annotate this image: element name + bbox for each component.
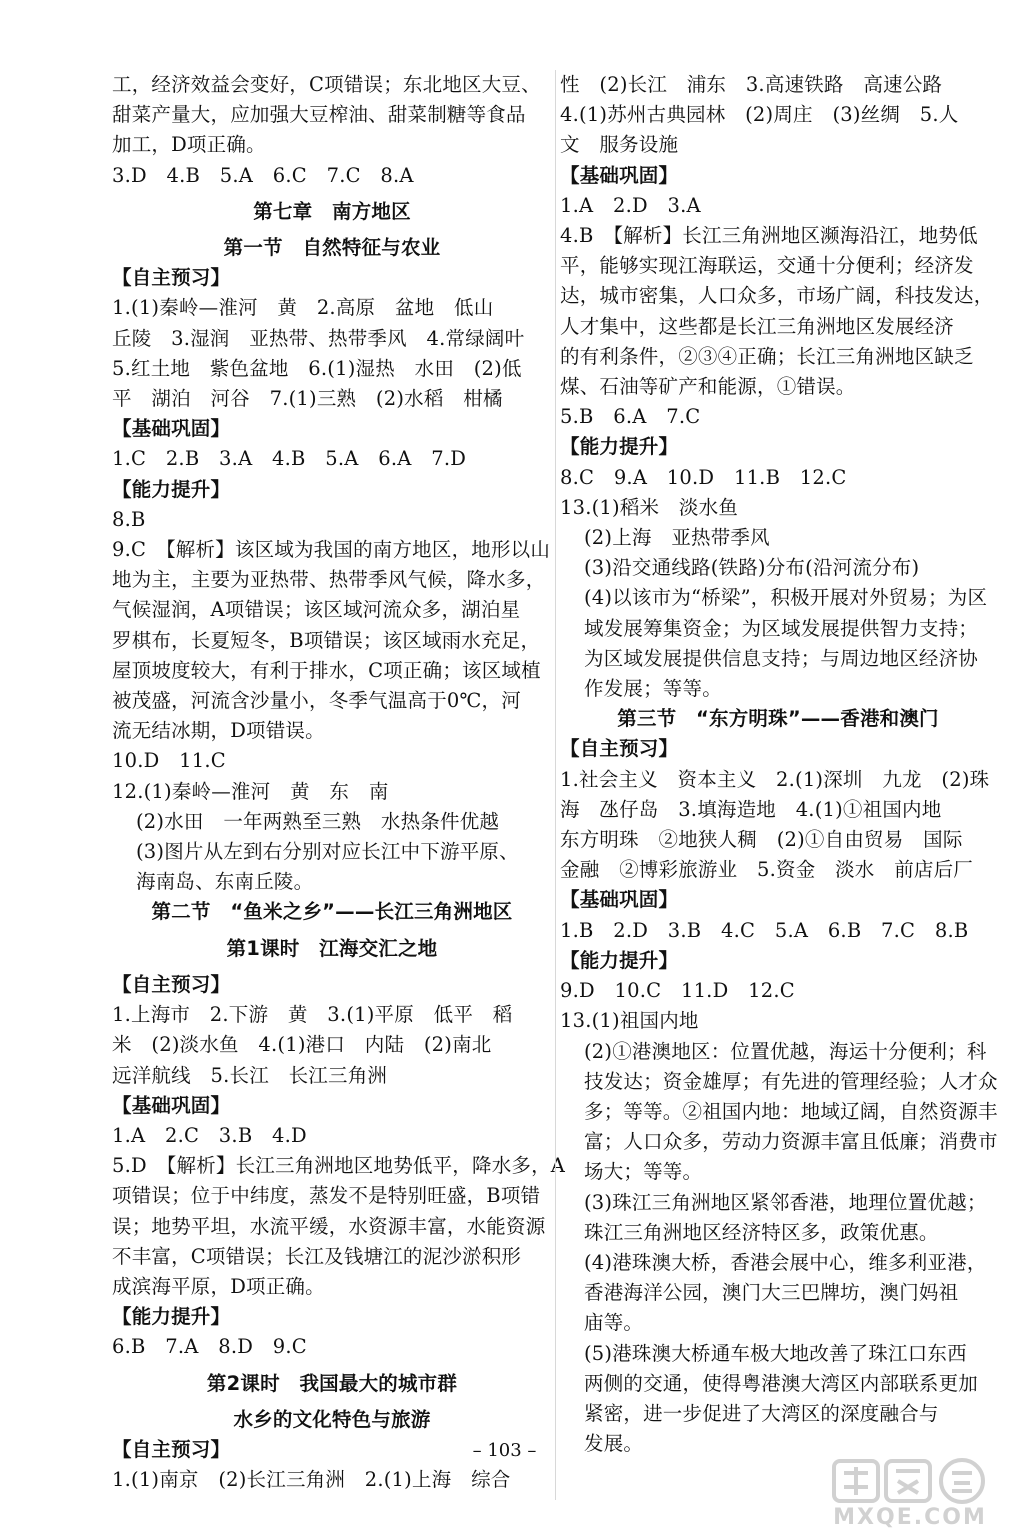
answer-line: 12.(1)秦岭—淮河 黄 东 南 [112,779,389,803]
answer-line: 屋顶坡度较大，有利于排水，C项正确；该区域植 [112,658,541,682]
section-title: 第一节 自然特征与农业 [223,236,441,260]
answer-stamp-icon [826,1455,994,1505]
column-divider [555,70,556,1500]
answer-line: 成滨海平原，D项正确。 [112,1274,325,1298]
answer-line: 东方明珠 ②地狭人稠 (2)①自由贸易 国际 [560,828,963,852]
left-column [112,70,566,1495]
answer-line: 海 氹仔岛 3.填海造地 4.(1)①祖国内地 [560,797,942,821]
answer-line: 甜菜产量大，应加强大豆榨油、甜菜制糖等食品 [112,103,526,127]
answer-line: 工，经济效益会变好，C项错误；东北地区大豆、 [112,73,541,96]
answer-line: 1.(1)南京 (2)长江三角洲 2.(1)上海 综合 [112,1468,511,1492]
answer-line: 丘陵 3.湿润 亚热带、热带季风 4.常绿阔叶 [112,326,525,350]
answer-line: (3)沿交通线路(铁路)分布(沿河流分布) [584,556,920,580]
section-heading: 【能力提升】 [560,948,679,972]
answer-line: 8.B [112,507,146,531]
answer-line: 两侧的交通，使得粤港澳大湾区内部联系更加 [584,1371,979,1395]
answer-line: 10.D 11.C [112,749,226,773]
answer-line: 的有利条件，②③④正确；长江三角洲地区缺乏 [560,344,974,368]
answer-line: 庙等。 [584,1311,644,1335]
answer-line: 发展。 [584,1432,644,1456]
answer-line: 气候湿润，A项错误；该区域河流众多，湖泊星 [112,598,521,622]
answer-line: 金融 ②博彩旅游业 5.资金 淡水 前店后厂 [560,858,974,882]
answer-line: 6.B 7.A 8.D 9.C [112,1335,307,1359]
section-heading: 【基础巩固】 [112,417,231,441]
answer-line: 1.(1)秦岭—淮河 黄 2.高原 盆地 低山 [112,296,494,320]
section-title: 水乡的文化特色与旅游 [233,1407,431,1431]
watermark-logo [826,1455,994,1533]
answer-line: (4)港珠澳大桥，香港会展中心，维多利亚港， [584,1250,987,1274]
answer-line: 紧密，进一步促进了大湾区的深度融合与 [584,1401,939,1425]
answer-line: 4.(1)苏州古典园林 (2)周庄 (3)丝绸 5.人 [560,103,959,127]
answer-line: 场大；等等。 [584,1160,703,1184]
answer-line: 加工，D项正确。 [112,133,266,157]
answer-line: 罗棋布，长夏短冬，B项错误；该区域雨水充足， [112,628,541,652]
section-title: 第二节 “鱼米之乡”——长江三角洲地区 [151,900,513,924]
section-title: 第三节 “东方明珠”——香港和澳门 [617,707,939,731]
answer-line: 1.A 2.C 3.B 4.D [112,1123,307,1147]
answer-line: (2)上海 亚热带季风 [584,526,770,550]
answer-line: 性 (2)长江 浦东 3.高速铁路 高速公路 [560,73,943,96]
answer-line: 5.D 【解析】长江三角洲地区地势低平，降水多，A [112,1154,566,1178]
section-title: 第2课时 我国最大的城市群 [206,1371,458,1395]
answer-line: 项错误；位于中纬度，蒸发不是特别旺盛，B项错 [112,1184,541,1208]
answer-line: 1.上海市 2.下游 黄 3.(1)平原 低平 稻 [112,1003,513,1027]
answer-line: 香港海洋公园，澳门大三巴牌坊，澳门妈祖 [584,1281,959,1305]
answer-line: 流无结冰期，D项错误。 [112,719,325,743]
answer-line: 平，能够实现江海联运，交通十分便利；经济发 [560,254,974,278]
answer-line: 3.D 4.B 5.A 6.C 7.C 8.A [112,163,414,187]
answer-line: 米 (2)淡水鱼 4.(1)港口 内陆 (2)南北 [112,1033,492,1057]
page-number: – 103 – [472,1440,537,1461]
answer-line: 地为主，主要为亚热带、热带季风气候，降水多， [112,568,546,592]
answer-line: (5)港珠澳大桥通车极大地改善了珠江口东西 [584,1341,967,1365]
answer-line: 珠江三角洲地区经济特区多，政策优惠。 [584,1220,939,1244]
answer-line: 5.B 6.A 7.C [560,405,701,429]
section-heading: 【自主预习】 [112,972,231,996]
answer-line: 1.A 2.D 3.A [560,193,701,217]
section-heading: 【基础巩固】 [112,1093,231,1117]
answer-line: 富；人口众多，劳动力资源丰富且低廉；消费市 [584,1130,998,1154]
section-heading: 【自主预习】 [560,737,679,761]
section-heading: 【自主预习】 [112,266,231,290]
section-heading: 【基础巩固】 [560,888,679,912]
answer-line: 9.D 10.C 11.D 12.C [560,979,795,1003]
section-heading: 【自主预习】 [112,1437,231,1461]
section-heading: 【能力提升】 [112,1305,231,1329]
answer-line: 9.C 【解析】该区域为我国的南方地区，地形以山 [112,538,551,562]
answer-line: 5.红土地 紫色盆地 6.(1)湿热 水田 (2)低 [112,356,522,380]
section-heading: 【能力提升】 [560,435,679,459]
section-title: 第七章 南方地区 [253,199,411,223]
answer-line: 作发展；等等。 [584,677,722,701]
answer-line: 不丰富，C项错误；长江及钱塘江的泥沙淤积形 [112,1244,522,1268]
answer-line: (3)珠江三角洲地区紧邻香港，地理位置优越； [584,1190,987,1214]
answer-line: (2)①港澳地区：位置优越，海运十分便利；科 [584,1039,987,1063]
answer-line: (4)以该市为“桥梁”，积极开展对外贸易；为区 [584,586,988,610]
right-column [560,70,996,1459]
watermark-text: MXQE.COM [833,1505,987,1530]
answer-line: 文 服务设施 [560,133,679,157]
section-title: 第1课时 江海交汇之地 [226,936,438,960]
answer-line: 人才集中，这些都是长江三角洲地区发展经济 [560,314,955,338]
answer-line: (2)水田 一年两熟至三熟 水热条件优越 [136,809,500,833]
answer-line: 被茂盛，河流含沙量小，冬季气温高于0℃，河 [112,689,521,713]
answer-line: 1.社会主义 资本主义 2.(1)深圳 九龙 (2)珠 [560,767,990,791]
answer-line: 技发达；资金雄厚；有先进的管理经验；人才众 [584,1069,998,1093]
answer-line: (3)图片从左到右分别对应长江中下游平原、 [136,840,519,864]
answer-line: 1.B 2.D 3.B 4.C 5.A 6.B 7.C 8.B [560,918,969,942]
answer-line: 8.C 9.A 10.D 11.B 12.C [560,465,847,489]
answer-line: 远洋航线 5.长江 长江三角洲 [112,1063,388,1087]
answer-line: 平 湖泊 河谷 7.(1)三熟 (2)水稻 柑橘 [112,387,503,411]
answer-line: 煤、石油等矿产和能源，①错误。 [560,375,856,399]
answer-line: 海南岛、东南丘陵。 [136,870,314,894]
section-heading: 【基础巩固】 [560,163,679,187]
answer-line: 误；地势平坦，水流平缓，水资源丰富，水能资源 [112,1214,546,1238]
answer-line: 4.B 【解析】长江三角洲地区濒海沿江，地势低 [560,224,978,248]
answer-line: 1.C 2.B 3.A 4.B 5.A 6.A 7.D [112,447,467,471]
answer-line: 13.(1)祖国内地 [560,1009,699,1033]
answer-line: 多；等等。②祖国内地：地域辽阔，自然资源丰 [584,1099,998,1123]
section-heading: 【能力提升】 [112,477,231,501]
answer-line: 为区域发展提供信息支持；与周边地区经济协 [584,646,979,670]
answer-line: 域发展筹集资金；为区域发展提供智力支持； [584,616,979,640]
answer-line: 达，城市密集，人口众多，市场广阔，科技发达， [560,284,994,308]
answer-line: 13.(1)稻米 淡水鱼 [560,495,739,519]
